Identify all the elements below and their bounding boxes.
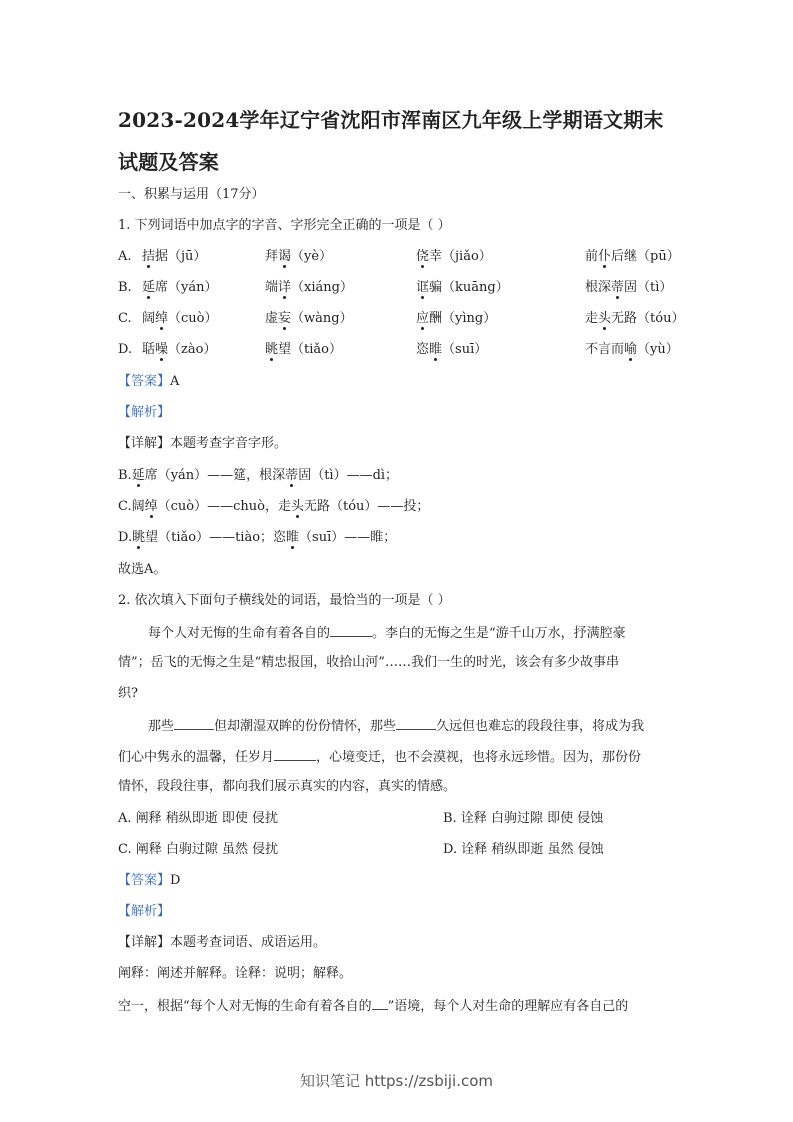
dotted-character: 蒂 [611, 280, 625, 295]
question-2-passage-line [118, 747, 641, 767]
question-2-stem: 2. 依次填入下面句子横线处的词语，最恰当的一项是（ ） [118, 593, 451, 608]
word-text: （zào） [168, 342, 217, 357]
fill-blank [330, 623, 372, 637]
fill-blank [174, 716, 214, 730]
answer-value: A [170, 374, 180, 389]
word-text: 据（jū） [155, 249, 207, 264]
dotted-character: 头 [598, 311, 612, 326]
question-2-analysis-tag: 【解析】 [118, 904, 171, 919]
answer-tag: 【答案】 [118, 873, 171, 888]
word-text: 恣 [416, 342, 430, 357]
question-1-stem: 1. 下列词语中加点字的字音、字形完全正确的一项是（ ） [118, 218, 451, 233]
passage-text: 每个人对无悔的生命有着各自的 [148, 626, 331, 641]
dotted-character: 诓 [416, 280, 430, 295]
word-text: 幸（jiǎo） [429, 249, 492, 264]
word-text: 席（yán） [155, 280, 218, 295]
option-word [142, 248, 206, 266]
question-2-passage-line [148, 716, 644, 736]
question-2-option-b: B. 诠释 白驹过隙 即使 侵蚀 [443, 811, 604, 826]
page-footer-watermark: 知识笔记 https://zsbiji.com [299, 1072, 494, 1090]
dotted-character: 谒 [278, 249, 292, 264]
passage-text: 空一，根据“每个人对无悔的生命有着各自的 [118, 999, 372, 1014]
explanation-text: 无路（tóu）——投； [304, 499, 430, 514]
dotted-character: 绰 [155, 311, 169, 326]
passage-text: 久远但也难忘的段段往事，将成为我 [436, 719, 645, 734]
question-2-option-d: D. 诠释 稍纵即逝 虽然 侵蚀 [443, 842, 604, 857]
question-2-passage-line: 情怀，段段往事，都向我们展示真实的内容，真实的情感。 [118, 779, 457, 794]
question-1-option-row [118, 341, 678, 359]
explanation-line [118, 529, 396, 547]
document-title-line2: 试题及答案 [118, 150, 219, 174]
word-text: 前 [585, 249, 599, 264]
word-text: （wàng） [291, 311, 353, 326]
word-text: 走 [585, 311, 599, 326]
word-text: （xiáng） [291, 280, 353, 295]
dotted-character: 眺 [265, 342, 279, 357]
option-word [585, 279, 672, 297]
question-2-option-c: C. 阐释 白驹过隙 虽然 侵扰 [118, 842, 279, 857]
question-1-conclusion: 故选A。 [118, 562, 167, 577]
word-text: （yè） [291, 249, 333, 264]
explanation-line [118, 498, 429, 516]
option-word [416, 279, 509, 297]
explanation-line [118, 467, 398, 485]
dotted-character: 喻 [624, 342, 638, 357]
option-word [265, 279, 353, 297]
question-1-answer [118, 373, 179, 391]
question-1-option-row [118, 279, 678, 297]
passage-text: 。李白的无悔之生是“游千山万水，抒满腔豪 [372, 626, 626, 641]
question-2-answer [118, 872, 180, 890]
passage-text: 们心中隽永的温馨，任岁月 [118, 750, 275, 765]
explanation-text: 固（tì）——dì； [298, 468, 399, 483]
question-2-option-a: A. 阐释 稍纵即逝 即使 侵扰 [118, 811, 279, 826]
dotted-character: 仆 [598, 249, 612, 264]
explanation-text: （suī）——睢； [299, 530, 397, 545]
explanation-text: B. [118, 468, 132, 483]
dotted-character: 详 [278, 280, 292, 295]
word-text: 不言而 [585, 342, 625, 357]
word-text: 聒 [142, 342, 156, 357]
option-letter: C. [118, 311, 132, 326]
option-word [585, 341, 679, 359]
question-1-option-row [118, 248, 678, 266]
dotted-character: 眺 [132, 530, 146, 545]
word-text: 望（tiǎo） [278, 342, 342, 357]
question-2-passage-line: 情”；岳飞的无悔之生是“精忠报国，收拾山河”……我们一生的时光，该会有多少故事串 [118, 655, 619, 670]
option-word [265, 248, 332, 266]
passage-text: ”语境，每个人对生命的理解应有各自己的 [387, 999, 629, 1014]
word-text: 拜 [265, 249, 279, 264]
dotted-character: 延 [142, 280, 156, 295]
option-letter: D. [118, 342, 133, 357]
question-2-passage-line: 织? [118, 686, 138, 701]
word-text: （suī） [442, 342, 488, 357]
option-word [585, 310, 684, 328]
word-text: 无路（tóu） [611, 311, 685, 326]
explanation-text: C.阔 [118, 499, 145, 514]
word-text: 固（tì） [624, 280, 673, 295]
explanation-text: （cuò）——chuò，走 [157, 499, 291, 514]
dotted-character: 噪 [155, 342, 169, 357]
explanation-text: 席（yán）——筵，根深 [144, 468, 286, 483]
explanation-text: 望（tiǎo）——tiào；恣 [145, 530, 287, 545]
document-title-line1: 2023-2024学年辽宁省沈阳市浑南区九年级上学期语文期末 [118, 108, 664, 132]
question-1-analysis-tag: 【解析】 [118, 405, 171, 420]
fill-blank [396, 716, 436, 730]
dotted-character: 妄 [278, 311, 292, 326]
option-word [265, 341, 342, 359]
answer-tag: 【答案】 [118, 374, 171, 389]
question-2-detail: 【详解】本题考查词语、成语运用。 [118, 935, 327, 950]
question-1-option-row [118, 310, 685, 328]
passage-text: 但却潮湿双眸的份份情怀，那些 [214, 719, 397, 734]
dotted-character: 蒂 [285, 468, 299, 483]
fill-blank [372, 996, 388, 1010]
word-text: 后继（pū） [611, 249, 680, 264]
passage-text: ，心境变迁，也不会漠视，也将永远珍惜。因为，那份份 [316, 750, 642, 765]
word-text: （cuò） [168, 311, 218, 326]
option-word [142, 279, 217, 297]
option-word [142, 310, 218, 328]
explanation-text: D. [118, 530, 133, 545]
section-heading: 一、积累与运用（17分） [118, 187, 265, 202]
word-text: （yù） [637, 342, 679, 357]
question-2-definitions: 阐释：阐述并解释。诠释：说明；解释。 [118, 966, 353, 981]
dotted-character: 应 [416, 311, 430, 326]
dotted-character: 头 [290, 499, 304, 514]
word-text: 阔 [142, 311, 156, 326]
dotted-character: 睢 [429, 342, 443, 357]
question-2-reasoning [118, 996, 628, 1016]
option-word [416, 248, 492, 266]
answer-value: D [170, 873, 181, 888]
word-text: 酬（yìng） [429, 311, 497, 326]
option-letter: B. [118, 280, 132, 295]
word-text: 根深 [585, 280, 612, 295]
dotted-character: 延 [131, 468, 145, 483]
question-1-detail: 【详解】本题考查字音字形。 [118, 436, 288, 451]
word-text: 骗（kuāng） [429, 280, 509, 295]
option-word [416, 341, 487, 359]
option-letter: A. [118, 249, 132, 264]
fill-blank [274, 747, 316, 761]
dotted-character: 拮 [142, 249, 156, 264]
dotted-character: 侥 [416, 249, 430, 264]
option-word [142, 341, 216, 359]
dotted-character: 睢 [286, 530, 300, 545]
word-text: 虚 [265, 311, 279, 326]
passage-text: 那些 [148, 719, 175, 734]
option-word [416, 310, 496, 328]
question-2-passage-line [148, 623, 626, 643]
word-text: 端 [265, 280, 279, 295]
option-word [265, 310, 353, 328]
option-word [585, 248, 680, 266]
dotted-character: 绰 [144, 499, 158, 514]
